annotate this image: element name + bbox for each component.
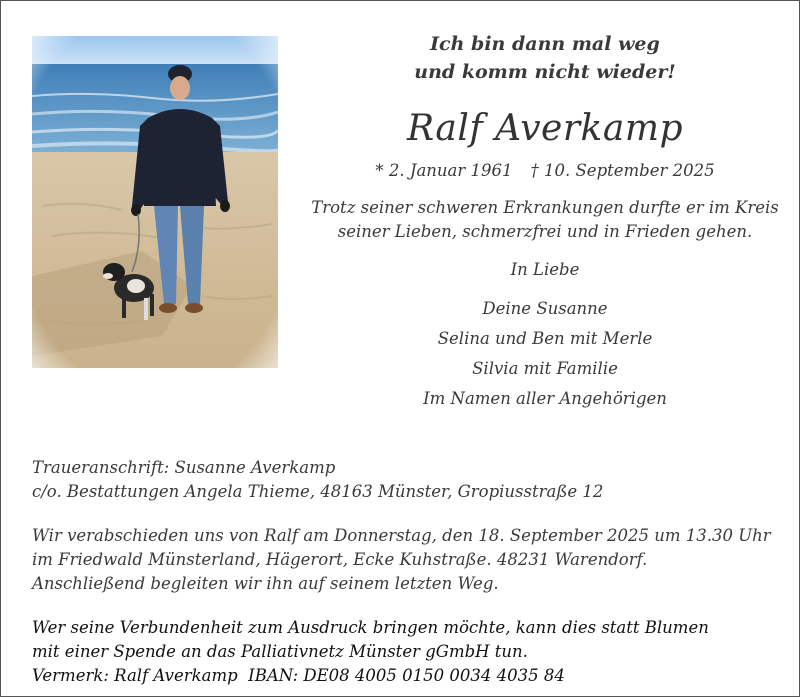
- ceremony-line-1: Wir verabschieden uns von Ralf am Donnerstag, den 18. September 2025 um 13.30 Uhr: [32, 526, 771, 545]
- donation-info: [32, 616, 709, 688]
- donation-line-3: Vermerk: Ralf Averkamp IBAN: DE08 4005 0150 0034 4035 84: [32, 666, 565, 685]
- donation-line-2: mit einer Spende an das Palliativnetz Münster gGmbH tun.: [32, 642, 528, 661]
- mourner: Silvia mit Familie: [472, 359, 618, 378]
- message-line-2: seiner Lieben, schmerzfrei und in Frieden gehen.: [337, 222, 753, 241]
- mourners-list: [300, 294, 790, 414]
- mourner: Im Namen aller Angehörigen: [423, 389, 667, 408]
- donation-line-1: Wer seine Verbundenheit zum Ausdruck bringen möchte, kann dies statt Blumen: [32, 618, 709, 637]
- ceremony-info: [32, 524, 771, 596]
- farewell-phrase: In Liebe: [510, 260, 580, 279]
- motto-line-1: Ich bin dann mal weg: [430, 33, 660, 55]
- mourner: Deine Susanne: [482, 299, 608, 318]
- mourner: Selina und Ben mit Merle: [437, 329, 653, 348]
- ceremony-line-2: im Friedwald Münsterland, Hägerort, Ecke Kuhstraße. 48231 Warendorf.: [32, 550, 648, 569]
- address-line-2: c/o. Bestattungen Angela Thieme, 48163 Münster, Gropiusstraße 12: [32, 482, 604, 501]
- beach-photo-illustration: [32, 36, 278, 368]
- motto-line-2: und komm nicht wieder!: [414, 61, 676, 83]
- address-line-1: Traueranschrift: Susanne Averkamp: [32, 458, 336, 477]
- portrait-photo: [32, 36, 278, 368]
- motto: [330, 30, 760, 86]
- deceased-name: Ralf Averkamp: [406, 108, 684, 149]
- message-line-1: Trotz seiner schweren Erkrankungen durfte er im Kreis: [311, 198, 779, 217]
- birth-date: * 2. Januar 1961: [375, 161, 513, 180]
- death-date: † 10. September 2025: [530, 161, 715, 180]
- life-dates: [330, 160, 760, 182]
- memorial-message: [300, 196, 790, 244]
- ceremony-line-3: Anschließend begleiten wir ihn auf seinem letzten Weg.: [32, 574, 499, 593]
- mourning-address: [32, 456, 603, 504]
